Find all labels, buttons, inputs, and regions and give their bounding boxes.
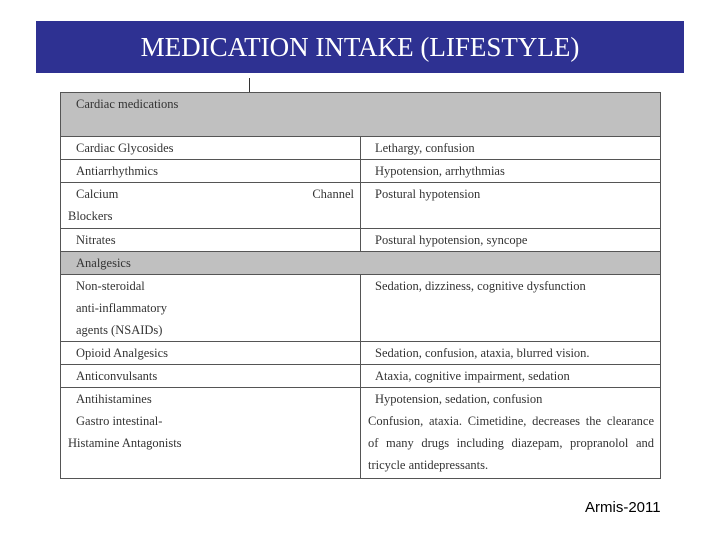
effects-text: Hypotension, arrhythmias bbox=[375, 164, 505, 178]
table-row bbox=[61, 342, 661, 365]
section-header-row bbox=[61, 93, 661, 137]
effects-cell bbox=[361, 342, 661, 365]
drug-name-part: Channel bbox=[312, 187, 354, 201]
table-row bbox=[61, 275, 661, 342]
drug-name: Antiarrhythmics bbox=[76, 164, 158, 178]
medication-table bbox=[60, 92, 661, 479]
effects-text: Hypotension, sedation, confusion bbox=[375, 392, 543, 406]
effects-cell bbox=[361, 365, 661, 388]
drug-name-part: Blockers bbox=[68, 209, 113, 223]
drug-cell bbox=[61, 342, 361, 365]
drug-cell bbox=[61, 160, 361, 183]
effects-cell bbox=[361, 183, 661, 229]
drug-cell bbox=[61, 137, 361, 160]
effects-text: Postural hypotension bbox=[375, 187, 481, 201]
drug-cell bbox=[61, 275, 361, 342]
effects-text: Sedation, dizziness, cognitive dysfunction bbox=[375, 279, 586, 293]
drug-cell bbox=[61, 183, 361, 229]
table-row bbox=[61, 183, 661, 229]
footer-credit: Armis-2011 bbox=[585, 499, 661, 516]
effects-text: Confusion, ataxia. Cimetidine, decreases the clearance of many drugs including diazepam, propranolol and tricycle antidepressants. bbox=[368, 414, 654, 472]
effects-text: Sedation, confusion, ataxia, blurred vision. bbox=[375, 346, 590, 360]
effects-cell bbox=[361, 137, 661, 160]
drug-cell bbox=[61, 229, 361, 252]
drug-name: Nitrates bbox=[76, 233, 116, 247]
section-header-row bbox=[61, 252, 661, 275]
section-header-analgesics bbox=[61, 252, 661, 275]
section-label: Cardiac medications bbox=[76, 97, 179, 111]
column-divider-stub bbox=[249, 78, 250, 92]
effects-cell bbox=[361, 275, 661, 342]
drug-name: Anticonvulsants bbox=[76, 369, 158, 383]
drug-name: Cardiac Glycosides bbox=[76, 141, 174, 155]
section-label: Analgesics bbox=[76, 256, 131, 270]
drug-name-part: Calcium bbox=[76, 187, 119, 201]
drug-name: Opioid Analgesics bbox=[76, 346, 169, 360]
drug-name-part: Non-steroidal bbox=[76, 279, 145, 293]
drug-name-part: Gastro intestinal- bbox=[76, 414, 163, 428]
drug-name-part: anti-inflammatory bbox=[76, 301, 167, 315]
table-row bbox=[61, 137, 661, 160]
drug-name-part: Histamine Antagonists bbox=[68, 436, 182, 450]
drug-name-part: agents (NSAIDs) bbox=[76, 323, 163, 337]
effects-cell bbox=[361, 160, 661, 183]
drug-cell bbox=[61, 365, 361, 388]
table-row bbox=[61, 160, 661, 183]
drug-cell bbox=[61, 388, 361, 479]
table-row bbox=[61, 229, 661, 252]
section-header-cardiac bbox=[61, 93, 661, 137]
effects-cell bbox=[361, 388, 661, 479]
table-row bbox=[61, 365, 661, 388]
slide-title: MEDICATION INTAKE (LIFESTYLE) bbox=[36, 21, 684, 73]
effects-text: Lethargy, confusion bbox=[375, 141, 475, 155]
effects-text: Postural hypotension, syncope bbox=[375, 233, 528, 247]
table-row bbox=[61, 388, 661, 479]
drug-name: Antihistamines bbox=[76, 392, 152, 406]
effects-cell bbox=[361, 229, 661, 252]
effects-text: Ataxia, cognitive impairment, sedation bbox=[375, 369, 570, 383]
